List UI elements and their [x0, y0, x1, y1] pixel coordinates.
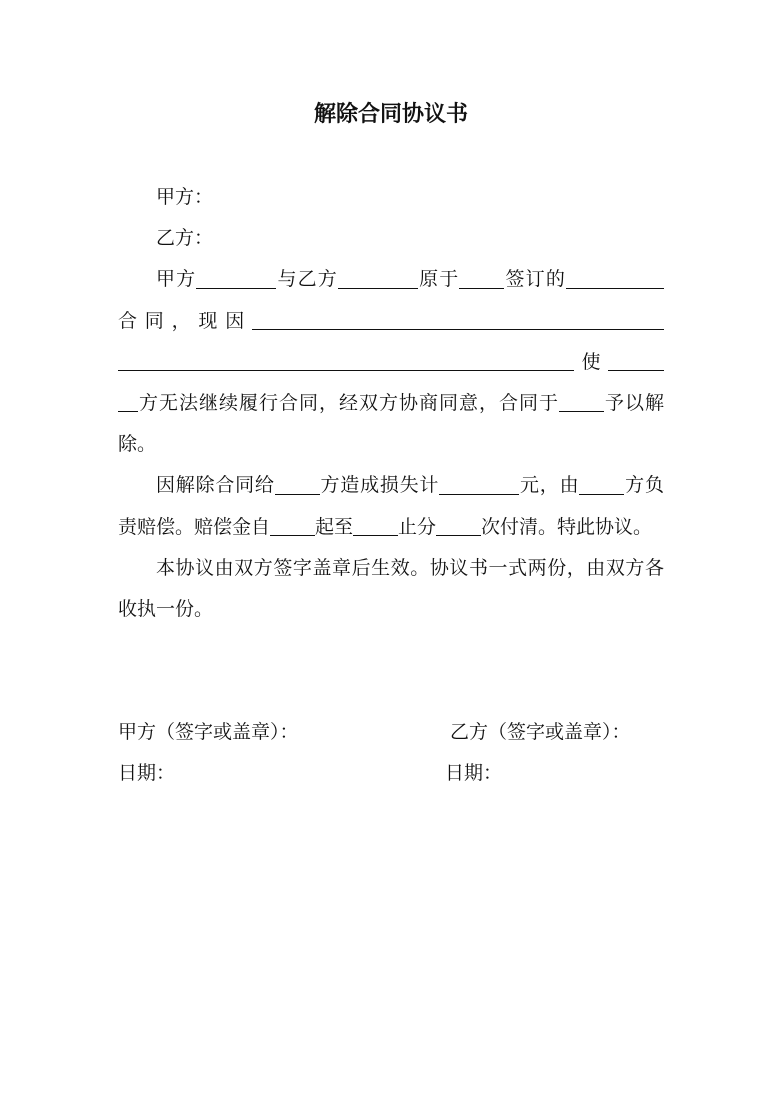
text-segment: 方负责赔偿。赔偿金自: [118, 474, 664, 538]
text-segment: 次付清。特此协议。: [481, 515, 653, 538]
text-segment: 因解除合同给: [156, 474, 275, 497]
party-a-line: 甲方：: [156, 186, 214, 208]
text-segment: 甲方: [156, 268, 197, 291]
blank-responsible-party: [608, 350, 664, 371]
blank-end-date: [353, 515, 398, 536]
signature-block: [118, 712, 664, 794]
blank-contract-name-cont: [628, 268, 664, 289]
effective-paragraph: 本协议由双方签字盖章后生效。协议书一式两份，由双方各收执一份。: [118, 556, 664, 621]
blank-responsible-party-cont: [118, 391, 138, 412]
blank-sign-date: [459, 268, 504, 289]
blank-contract-name: [566, 268, 628, 289]
party-b-line: 乙方：: [156, 227, 214, 250]
blank-installments: [436, 515, 481, 536]
text-segment: 签订的: [504, 268, 566, 291]
blank-termination-date: [559, 391, 604, 412]
compensation-paragraph: [118, 465, 664, 547]
text-segment: 方无法继续履行合同，经双方协商同意，合同于: [138, 392, 559, 415]
termination-paragraph: [118, 259, 664, 465]
blank-party-a: [196, 268, 276, 289]
text-segment: 起至: [315, 515, 354, 538]
party-b-date: 日期：: [445, 762, 503, 784]
text-segment: 合同，现因: [118, 309, 252, 332]
date-row: [118, 753, 664, 794]
blank-loss-amount: [439, 474, 519, 495]
blank-party-b: [338, 268, 418, 289]
party-a-date: 日期：: [118, 762, 176, 784]
blank-paying-party: [579, 474, 624, 495]
text-segment: 与乙方: [276, 268, 338, 291]
document-body: [118, 177, 664, 630]
blank-reason-cont: [118, 350, 574, 371]
text-segment: 元，由: [519, 474, 580, 497]
blank-damaged-party: [275, 474, 320, 495]
text-segment: 使: [574, 350, 608, 373]
blank-start-date: [270, 515, 315, 536]
text-segment: 原于: [417, 268, 460, 291]
party-b-signature: 乙方（签字或盖章）：: [450, 721, 631, 743]
document-title: 解除合同协议书: [313, 102, 468, 127]
text-segment: 止分: [398, 515, 437, 538]
party-a-signature: 甲方（签字或盖章）：: [118, 721, 299, 743]
signature-row: [118, 712, 664, 753]
text-segment: 予以解除。: [118, 392, 664, 456]
text-segment: 方造成损失计: [319, 474, 440, 497]
blank-reason: [252, 309, 664, 330]
